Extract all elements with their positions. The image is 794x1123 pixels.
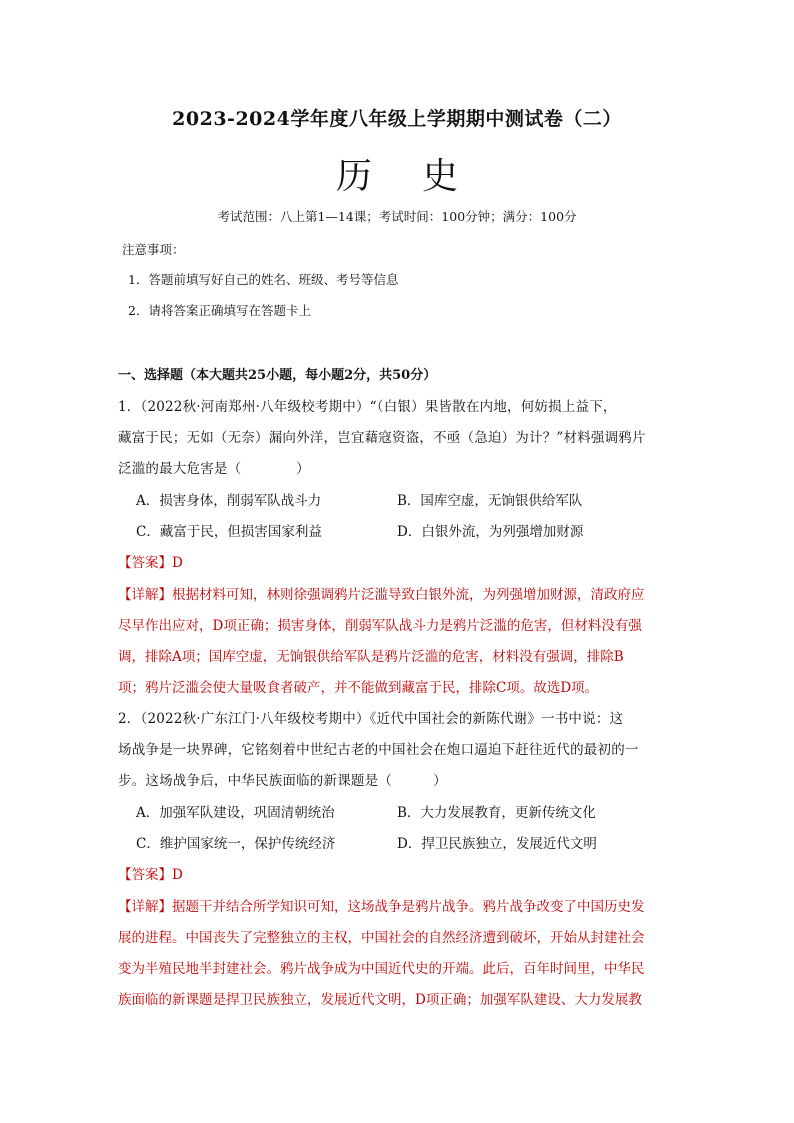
question-1-explain-line: 尽早作出应对，D项正确；损害身体，削弱军队战斗力是鸦片泛滥的危害，但材料没有强 [118, 618, 642, 634]
question-2-option-b: B．大力发展教育，更新传统文化 [397, 805, 596, 821]
answer-value: D [172, 867, 183, 883]
question-1-answer [118, 551, 678, 571]
notes-heading: 注意事项： [122, 242, 185, 257]
question-2-explain-line: 族面临的新课题是捍卫民族独立，发展近代文明，D项正确；加强军队建设、大力发展教 [118, 992, 642, 1008]
question-2-explain-line [118, 895, 678, 915]
question-2-stem-line: 步。这场战争后，中华民族面临的新课题是（ ） [118, 773, 447, 789]
question-1-explain-line: 项；鸦片泛滥会使大量吸食者破产，并不能做到藏富于民，排除C项。故选D项。 [118, 680, 599, 696]
exam-title: 2023-2024学年度八年级上学期期中测试卷（二） [172, 108, 622, 130]
question-2-answer [118, 863, 678, 883]
answer-value: D [172, 555, 183, 571]
question-2-option-a: A．加强军队建设，巩固清朝统治 [136, 805, 335, 821]
note-item: 2．请将答案正确填写在答题卡上 [128, 303, 311, 318]
question-1-option-c: C．藏富于民，但损害国家利益 [136, 524, 322, 540]
question-1-option-a: A．损害身体，削弱军队战斗力 [136, 493, 322, 509]
question-1-explain-line [118, 583, 678, 603]
question-2-stem-line: 场战争是一块界碑，它铭刻着中世纪古老的中国社会在炮口逼迫下赶往近代的最初的一 [118, 742, 639, 758]
question-1-stem-line: 1．（2022秋·河南郑州·八年级校考期中）“（白银）果皆散在内地，何妨损上益下， [118, 399, 617, 415]
question-2-explain-line: 展的进程。中国丧失了完整独立的主权，中国社会的自然经济遭到破坏，开始从封建社会 [118, 930, 645, 946]
question-1-option-b: B．国库空虚，无饷银供给军队 [397, 493, 583, 509]
question-1-stem-line: 泛滥的最大危害是（ ） [118, 461, 310, 477]
explain-text: 根据材料可知，林则徐强调鸦片泛滥导致白银外流，为列强增加财源，清政府应 [172, 587, 645, 603]
section-heading: 一、选择题（本大题共25小题，每小题2分，共50分） [118, 368, 437, 383]
answer-label: 【答案】 [118, 867, 172, 883]
question-2-option-c: C．维护国家统一，保护传统经济 [136, 836, 336, 852]
explain-label: 【详解】 [118, 587, 172, 603]
explain-text: 据题干并结合所学知识可知，这场战争是鸦片战争。鸦片战争改变了中国历史发 [172, 899, 645, 915]
question-1-explain-line: 调，排除A项；国库空虚，无饷银供给军队是鸦片泛滥的危害，材料没有强调，排除B [118, 649, 624, 665]
explain-label: 【详解】 [118, 899, 172, 915]
answer-label: 【答案】 [118, 555, 172, 571]
question-2-explain-line: 变为半殖民地半封建社会。鸦片战争成为中国近代史的开端。此后，百年时间里，中华民 [118, 961, 645, 977]
exam-info: 考试范围：八上第1—14课；考试时间：100分钟；满分：100分 [217, 209, 577, 224]
question-2-option-d: D．捍卫民族独立，发展近代文明 [397, 836, 597, 852]
question-1-option-d: D．白银外流，为列强增加财源 [397, 524, 584, 540]
note-item: 1．答题前填写好自己的姓名、班级、考号等信息 [128, 272, 399, 287]
question-2-stem-line: 2．（2022秋·广东江门·八年级校考期中）《近代中国社会的新陈代谢》一书中说：这 [118, 711, 624, 727]
subject-title: 历史 [335, 156, 508, 197]
question-1-stem-line: 藏富于民；无如（无奈）漏向外洋，岂宜藉寇资盗，不亟（急迫）为计？”材料强调鸦片 [118, 430, 646, 446]
